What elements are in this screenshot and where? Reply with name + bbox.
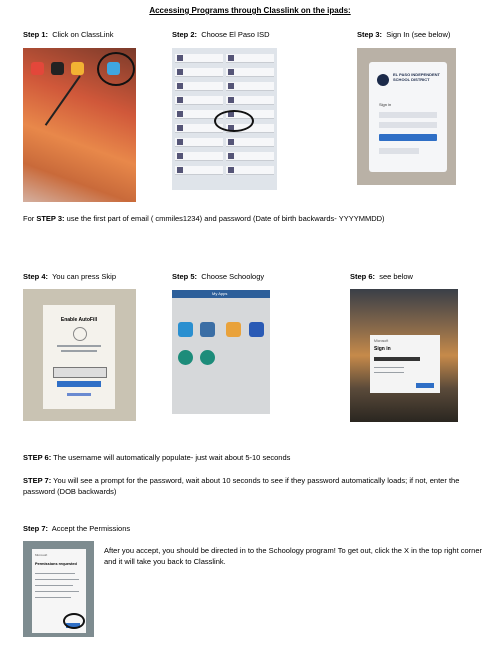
step2-number: Step 2: — [172, 30, 198, 39]
password-box — [53, 367, 107, 378]
highlight-circle — [97, 52, 135, 86]
app-icon — [31, 62, 44, 75]
highlight-circle — [63, 613, 85, 629]
step6-note — [23, 452, 483, 463]
step4-label — [23, 272, 116, 281]
permissions-photo — [23, 541, 94, 637]
text-line — [61, 350, 97, 352]
step4-number: Step 4: — [23, 272, 49, 281]
skip-link — [67, 393, 91, 396]
fingerprint-icon — [73, 327, 87, 341]
apps-topbar-title: My Apps — [212, 291, 228, 296]
text-line — [57, 345, 101, 347]
next-button — [416, 383, 434, 388]
step3-label — [357, 30, 450, 39]
app-tile — [178, 322, 193, 337]
text-line — [35, 573, 75, 574]
microsoft-signin-heading: Sign in — [374, 346, 391, 352]
signin-heading: Sign in — [379, 102, 392, 107]
closing-text: After you accept, you should be directed in to the Schoology program! To get out, click the X in the top right corner and it will take you back to Classlink. — [104, 546, 482, 566]
username-field — [374, 357, 420, 361]
district-list-photo — [172, 48, 277, 190]
app-icon — [51, 62, 64, 75]
app-tile — [200, 322, 215, 337]
schoology-icon — [178, 350, 193, 365]
app-tile — [226, 322, 241, 337]
username-field — [379, 112, 437, 118]
microsoft-logo: Microsoft — [374, 339, 389, 343]
signin-photo — [357, 48, 456, 185]
autofill-heading: Enable AutoFill — [60, 317, 98, 323]
signin-button — [379, 134, 437, 141]
password-field — [379, 122, 437, 128]
quick-card-link — [379, 148, 419, 154]
text-line — [35, 579, 79, 580]
highlight-circle — [214, 110, 254, 132]
step3-number: Step 3: — [357, 30, 383, 39]
microsoft-signin-photo — [350, 289, 458, 422]
autofill-photo — [23, 289, 136, 421]
step7-note-bold: STEP 7: — [23, 476, 52, 485]
step6-note-bold: STEP 6: — [23, 453, 52, 462]
step7-note — [23, 475, 483, 497]
page-title: Accessing Programs through Classlink on the ipads: — [149, 6, 351, 15]
step2-label — [172, 30, 270, 39]
step6-label — [350, 272, 413, 281]
step3-text: Sign In (see below) — [386, 30, 451, 39]
step7-accept-label — [23, 524, 130, 533]
text-line — [35, 585, 73, 586]
step1-text: Click on ClassLink — [52, 30, 114, 39]
microsoft-card — [370, 335, 440, 393]
district-logo-icon — [377, 74, 389, 86]
app-tile — [249, 322, 264, 337]
text-line — [35, 597, 71, 598]
permissions-heading: Permissions requested — [35, 562, 77, 566]
step7-accept-number: Step 7: — [23, 524, 49, 533]
step3-note-text: use the first part of email ( cmmiles1234) and password (Date of birth backwards- YYYYMMDD) — [64, 214, 385, 223]
step2-text: Choose El Paso ISD — [201, 30, 270, 39]
step7-accept-text: Accept the Permissions — [51, 524, 131, 533]
arrow-icon — [45, 75, 81, 125]
step6-text: see below — [379, 272, 413, 281]
district-name: EL PASO INDEPENDENT SCHOOL DISTRICT — [393, 72, 440, 82]
step1-number: Step 1: — [23, 30, 49, 39]
step4-text: You can press Skip — [52, 272, 116, 281]
schoology-icon — [200, 350, 215, 365]
step5-number: Step 5: — [172, 272, 198, 281]
step7-note-text: You will see a prompt for the password, wait about 10 seconds to see if they password automatically loads; if not, enter the password (DOB backwards) — [23, 476, 460, 496]
text-line — [35, 591, 79, 592]
schoology-apps-photo — [172, 290, 270, 414]
step6-number: Step 6: — [350, 272, 376, 281]
text-line — [374, 367, 404, 368]
step3-note-bold: STEP 3: — [36, 214, 65, 223]
continue-button — [57, 381, 101, 387]
autofill-card — [43, 305, 115, 409]
step1-label — [23, 30, 113, 39]
classlink-homescreen-photo — [23, 48, 136, 202]
signin-card — [369, 62, 447, 172]
step6-note-text: The username will automatically populate- just wait about 5-10 seconds — [51, 453, 291, 462]
app-icon — [71, 62, 84, 75]
microsoft-logo: Microsoft — [35, 553, 48, 557]
apps-topbar — [172, 290, 270, 298]
step3-note: For STEP 3: use the first part of email ( cmmiles1234) and password (Date of birth backwards- YYYYMMDD) — [23, 214, 385, 223]
text-line — [374, 372, 404, 373]
step5-label — [172, 272, 264, 281]
step5-text: Choose Schoology — [201, 272, 265, 281]
